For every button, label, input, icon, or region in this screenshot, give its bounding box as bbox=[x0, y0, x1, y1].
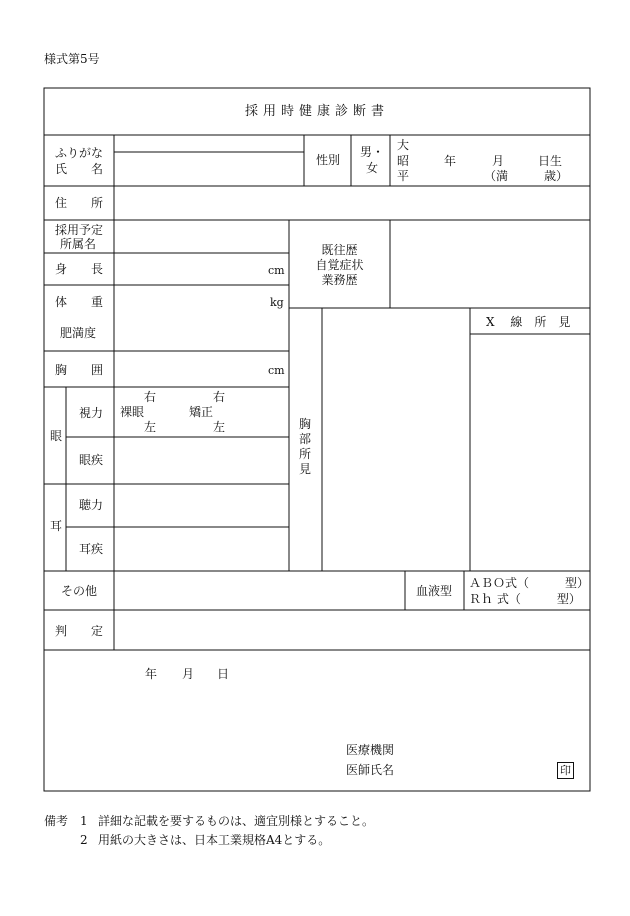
weight-unit: kg bbox=[270, 296, 284, 309]
form-number: 様式第5号 bbox=[44, 52, 100, 66]
vision-corrected-left: 左 bbox=[213, 420, 226, 434]
vision-label: 視力 bbox=[79, 406, 104, 420]
vision-naked-left: 左 bbox=[144, 420, 157, 434]
vision-corrected-right: 右 bbox=[213, 390, 226, 404]
era-taisho: 大 bbox=[397, 138, 410, 152]
ear-label: 耳 bbox=[50, 519, 63, 533]
date-month-label: 月 bbox=[182, 667, 195, 681]
era-showa: 昭 bbox=[397, 154, 410, 168]
naked-eye-label: 裸眼 bbox=[120, 405, 145, 419]
furigana-label: ふりがな bbox=[55, 146, 104, 160]
height-label: 身 長 bbox=[55, 262, 104, 276]
obesity-label: 肥満度 bbox=[60, 326, 97, 340]
chest-findings-char-4: 見 bbox=[299, 462, 312, 476]
remark-2-number: 2 bbox=[80, 833, 88, 847]
planned-dept-label-2: 所属名 bbox=[60, 237, 97, 251]
doctor-name-label: 医師氏名 bbox=[346, 763, 395, 777]
form-title: 採用時健康診断書 bbox=[244, 104, 389, 119]
chest-findings-char-2: 部 bbox=[299, 432, 312, 446]
age-label: （満 歳） bbox=[484, 169, 569, 183]
vision-naked-right: 右 bbox=[144, 390, 157, 404]
history-label-1: 既往歴 bbox=[321, 243, 358, 257]
planned-dept-label-1: 採用予定 bbox=[55, 223, 104, 237]
xray-findings-label: X 線 所 見 bbox=[486, 315, 571, 329]
birth-month-label: 月 bbox=[492, 154, 505, 168]
era-heisei: 平 bbox=[397, 169, 410, 183]
height-unit: cm bbox=[268, 264, 285, 277]
hearing-label: 聴力 bbox=[79, 498, 104, 512]
history-label-2: 自覚症状 bbox=[315, 258, 364, 272]
sex-female: 女 bbox=[366, 161, 379, 175]
chest-findings-char-1: 胸 bbox=[299, 417, 312, 431]
chest-findings-char-3: 所 bbox=[299, 447, 312, 461]
remark-1-text: 詳細な記載を要するものは、適宜別様とすること。 bbox=[98, 814, 375, 828]
rh-type-label: Ｒｈ 式（ 型） bbox=[469, 592, 581, 606]
date-year-label: 年 bbox=[145, 667, 158, 681]
ear-disease-label: 耳疾 bbox=[79, 542, 104, 556]
sex-male: 男・ bbox=[360, 145, 385, 159]
corrected-label: 矯正 bbox=[189, 405, 214, 419]
chest-girth-unit: cm bbox=[268, 364, 285, 377]
eye-disease-label: 眼疾 bbox=[79, 453, 104, 467]
seal-stamp-box: 印 bbox=[557, 762, 574, 779]
blood-type-label: 血液型 bbox=[416, 584, 453, 598]
birth-day-label: 日生 bbox=[538, 154, 563, 168]
medical-institution-label: 医療機関 bbox=[346, 743, 395, 757]
sex-label: 性別 bbox=[316, 153, 341, 167]
remarks-label: 備考 bbox=[44, 814, 69, 828]
eye-label: 眼 bbox=[50, 429, 63, 443]
remark-1-number: 1 bbox=[80, 814, 88, 828]
judgment-label: 判 定 bbox=[55, 624, 104, 638]
weight-label: 体 重 bbox=[55, 295, 104, 309]
name-label: 氏 名 bbox=[55, 162, 104, 176]
address-label: 住 所 bbox=[55, 196, 104, 210]
abo-type-label: ＡＢＯ式（ 型） bbox=[469, 576, 590, 590]
birth-year-label: 年 bbox=[444, 154, 457, 168]
other-label: その他 bbox=[61, 584, 98, 598]
date-day-label: 日 bbox=[217, 667, 230, 681]
remark-2-text: 用紙の大きさは、日本工業規格A4とする。 bbox=[98, 833, 331, 847]
chest-girth-label: 胸 囲 bbox=[55, 363, 104, 377]
history-label-3: 業務歴 bbox=[321, 273, 358, 287]
